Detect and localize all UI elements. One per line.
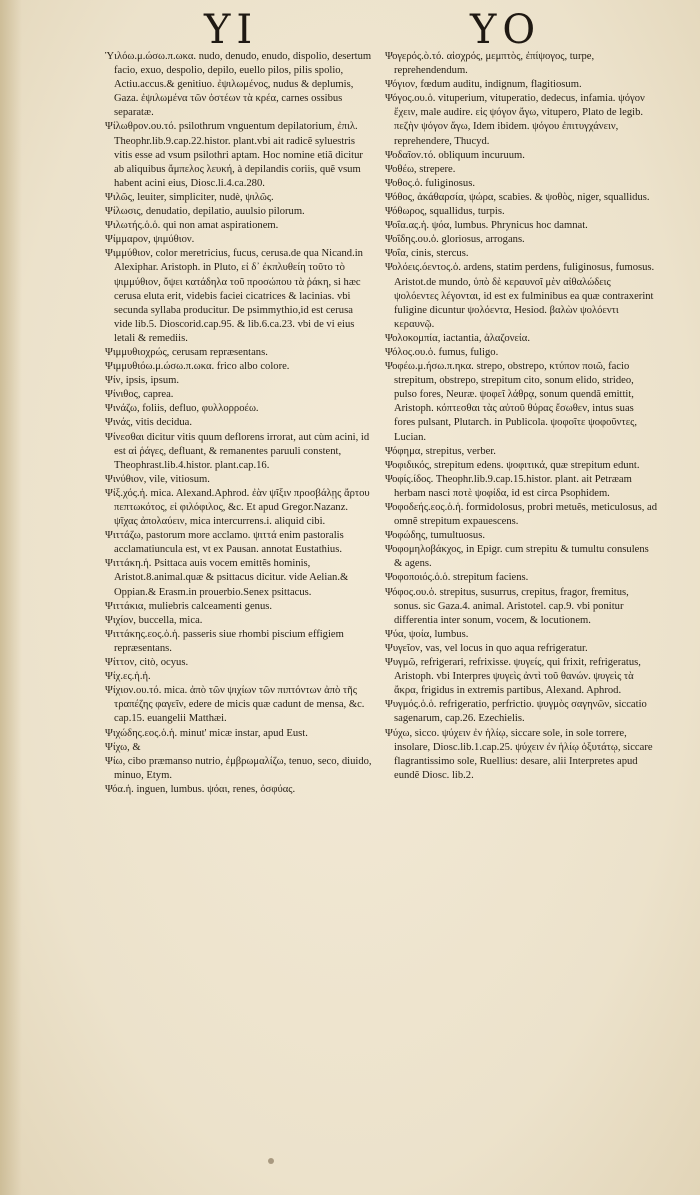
dictionary-entry: Ψιττάκη.ἡ. Psittaca auis vocem emittẽs hominis, Aristot.8.animal.quæ & psittacus dicitur. vide Aelian.& Oppian.& Erasm.in prouerbio.Senex psittacus. <box>105 558 349 598</box>
dictionary-entry: Ψόγιον, fœdum auditu, indignum, flagitiosum. <box>385 79 582 91</box>
dictionary-entry: Ψιλωτής.ὁ.ὁ. qui non amat aspirationem. <box>105 220 279 232</box>
dictionary-entry: Ψοΐα, cinis, stercus. <box>385 248 469 260</box>
dictionary-entry: Ψίμμαρον, ψιμύθιον. <box>105 234 195 246</box>
dictionary-entry: Ψόλος.ου.ὁ. fumus, fuligo. <box>385 346 499 358</box>
dictionary-entry: Ψιττάζω, pastorum more acclamo. ψιττά enim pastoralis acclamatiuncula est, vt ex Pausan. annotat Eustathius. <box>105 530 344 556</box>
dictionary-entry: Ψινάζω, foliis, defluo, φυλλορροέω. <box>105 403 259 415</box>
dictionary-entry: Ψοφοδεής.εος.ὁ.ἡ. formidolosus, probri metuẽs, meticulosus, ad omnẽ strepitum expauescens. <box>385 502 657 528</box>
dictionary-entry: Ψυγμῶ, refrigerari, refrixisse. ψυγείς, qui frixit, refrigeratus, Aristoph. vbi Interpres ψυγεὶς ἀντὶ τοῦ θανών. ψυγεὶς τὰ ἄκρα, frigidus in extremis partibus, Alexand. Aphrod. <box>385 657 641 697</box>
dictionary-entry: Ψόθωρος, squallidus, turpis. <box>385 206 505 218</box>
dictionary-entry: Ψύχω, sicco. ψύχειν ἐν ἡλίῳ, siccare sole, in sole torrere, insolare, Diosc.lib.1.cap.25. ψύχειν ἐν ἡλίῳ ὀξυτάτῳ, siccare flagrantissimo sole, Ruellius: desare, alii Interpretes apud eundẽ Diosc. lib.2. <box>385 727 653 781</box>
dictionary-entry: Ψοδαῖον.τό. obliquum incuruum. <box>385 149 525 161</box>
dictionary-entry: Ψυγμός.ὁ.ὁ. refrigeratio, perfrictio. ψυγμὸς σαγηνῶν, siccatio sagenarum, cap.26. Ezechielis. <box>385 699 647 725</box>
dictionary-entry: Ψίχ.ες.ἡ.ἡ. <box>105 671 151 683</box>
dictionary-entry: Ψιλῶς, leuiter, simpliciter, nudè, ψιλῶς. <box>105 191 274 203</box>
dictionary-entry: Ψιχίον, buccella, mica. <box>105 614 203 626</box>
dictionary-entry: Ὑιλόω.μ.ώσω.π.ωκα. nudo, denudo, enudo, dispolio, desertum facio, exuo, despolio, depilo, euello pilos, pilis spolio, Actiu.accus.& genitiuo. ἐψιλωμένος, nudus & deplumis, Gaza. ἐψιλωμένα τῶν ὀστέων τὰ κρέα, carnes ossibus separatæ. <box>105 51 372 119</box>
ink-speck <box>268 1158 274 1164</box>
right-column <box>385 50 657 783</box>
dictionary-entry: Ψίξ.χός.ἡ. mica. Alexand.Aphrod. ἐὰν ψῖξιν προσβάλῃς ἄρτου πεπτωκότος, εἰ φιλόφιλος, &c. Et apud Gregor.Nazanz. ψῖχας ἀπολαύειν, mica intercurrens.i. aliquid cibi. <box>105 487 370 528</box>
dictionary-entry: Ψινάς, vitis decidua. <box>105 417 192 429</box>
dictionary-entry: Ψοθέω, strepere. <box>385 163 456 175</box>
dictionary-entry: Ψίττον, citò, ocyus. <box>105 657 189 669</box>
left-column <box>105 50 373 797</box>
running-head-right: ΥΟ <box>470 7 542 53</box>
dictionary-entry: Ψοΐα.ας.ἡ. ψόα, lumbus. Phrynicus hoc damnat. <box>385 220 588 232</box>
dictionary-entry: Ψολόεις.όεντος.ὁ. ardens, statim perdens, fuliginosus, fumosus. Aristot.de mundo, ὑπὸ δὲ κεραυνοῖ μὲν αἰθαλώδεις ψολόεντες λέγονται, id est ex fulminibus ea quæ contraxerint fuligine dicuntur ψολόεντα, Hesiod. βαλὼν ψολόεντι κεραυνῷ. <box>385 262 655 330</box>
dictionary-entry: Ψολοκομπία, iactantia, ἀλαζονεία. <box>385 332 530 344</box>
dictionary-entry: Ψοΐδης.ου.ὁ. gloriosus, arrogans. <box>385 234 525 246</box>
dictionary-entry: Ψοφώδης, tumultuosus. <box>385 530 485 542</box>
dictionary-entry: Ψοθος.ὁ. fuliginosus. <box>385 177 475 189</box>
dictionary-entry: Ψόφημα, strepitus, verber. <box>385 445 496 457</box>
dictionary-entry: Ψίλωσις, denudatio, depilatio, auulsio pilorum. <box>105 206 305 218</box>
dictionary-entry: Ψοφίς.ίδος. Theophr.lib.9.cap.15.histor. plant. ait Petræam herbam nasci ποτὲ ψοφίδα, id est circa Psophidem. <box>385 473 632 499</box>
dictionary-entry: Ψιχώδης.εος.ὁ.ἡ. minut' micæ instar, apud Eust. <box>105 727 308 739</box>
dictionary-entry: Ψίλωθρον.ου.τό. psilothrum vnguentum depilatorium, ἐπιλ. Theophr.lib.9.cap.22.histor. plant.vbi ait radicẽ syluestris vitis esse ad vsum psilothri aptam. Hoc nomine etiã dicitur ab aliquibus ἄμπελος λευκή, à depilandis coriis, quẽ vsum habent acini eius, Diosc.li.4.ca.280. <box>105 121 363 189</box>
dictionary-entry: Ψόα.ἡ. inguen, lumbus. ψόαι, renes, ὀσφύας. <box>105 783 296 795</box>
dictionary-entry: Ψόφος.ου.ὁ. strepitus, susurrus, crepitus, fragor, fremitus, sonus. sic Gaza.4. animal. Aristotel. cap.9. vbi ponitur differentia inter sonum, vocem, & locutionem. <box>385 586 629 626</box>
dictionary-entry: Ψιμμύθιον, color meretricius, fucus, cerusa.de qua Nicand.in Alexiphar. Aristoph. in Pluto, εἰ δ᾽ ἐκπλυθείη τοῦτο τὸ ψιμμύθιον, ὄψει κατάδηλα τοῦ προσώπου τὰ ῥάκη, si hæc cerusa eluta erit, videbis faciei cicatrices & lacinias. vbi secunda syllaba producitur. De psimmythio,id est cerusa vide lib.5. Dioscorid.cap.95. & lib.6.ca.23. vbi de vi eius letali & remediis. <box>105 248 363 344</box>
page-gutter-shadow <box>0 0 22 1195</box>
dictionary-entry: Ψίχιον.ου.τό. mica. ἀπὸ τῶν ψιχίων τῶν πιπτόντων ἀπὸ τῆς τραπέζης φαγεῖν, edere de micis quæ cadunt de mensa, &c. cap.15. euangelii Matthæi. <box>105 685 365 725</box>
dictionary-entry: Ψόγος.ου.ὁ. vituperium, vituperatio, dedecus, infamia. ψόγον ἔχειν, male audire. εἰς ψόγον ἄγω, vitupero, Plato de legib. πεζὴν ψόγον ἄγω, Idem ibidem. ψόγου ἐπιτυγχάνειν, reprehendere, Thucyd. <box>385 93 645 147</box>
running-head-left: ΥΙ <box>204 7 259 53</box>
dictionary-entry: Ψίν, ipsis, ipsum. <box>105 375 180 387</box>
dictionary-entry: Ψιττάκης.εος.ὁ.ἡ. passeris siue rhombi piscium effigiem repræsentans. <box>105 628 344 654</box>
dictionary-entry: Ψινύθιον, vile, vitiosum. <box>105 473 210 485</box>
dictionary-entry: Ψοφομηλοβάκχος, in Epigr. cum strepitu & tumultu consulens & agens. <box>385 544 649 570</box>
dictionary-entry: Ψογερός.ὸ.τό. αἰσχρός, μεμπτὸς, ἐπίψογος, turpe, reprehendendum. <box>385 51 595 77</box>
dictionary-entry: Ψοφιδικός, strepitum edens. ψοφιτικά, quæ strepitum edunt. <box>385 459 640 471</box>
dictionary-entry: Ψοφέω.μ.ήσω.π.ηκα. strepo, obstrepo, κτύπον ποιῶ, facio strepitum, obstrepo, strepitum cito, sonum elido, strideo, pulso fores, Neuræ. ψοφεῖ λάθρᾳ, sonum quendã emittit, Aristoph. κόπτεσθαι τὰς αὐτοῦ θύρας ἔσωθεν, intus suas fores pulsant, Plutarch. in Publicola. ψοφοῖτε ψοφοῦντες, Lucian. <box>385 361 637 443</box>
dictionary-entry: Ψιμμυθιοχρώς, cerusam repræsentans. <box>105 346 268 358</box>
dictionary-entry: Ψυγεῖον, vas, vel locus in quo aqua refrigeratur. <box>385 642 588 654</box>
dictionary-entry: Ψιμμυθιόω.μ.ώσω.π.ωκα. frico albo colore. <box>105 361 290 373</box>
dictionary-entry: Ψοφοποιός.ὁ.ὁ. strepitum faciens. <box>385 572 529 584</box>
dictionary-entry: Ψίνεσθαι dicitur vitis quum deflorens irrorat, aut cùm acini, id est αἱ ῥάγες, defluant, & remanentes paruuli constent, Theophrast.lib.4.histor. plant.cap.16. <box>105 431 370 471</box>
dictionary-entry: Ψίω, cibo præmanso nutrio, ἐμβρωμαλίζω, tenuo, seco, diuido, minuo, Etym. <box>105 755 372 781</box>
dictionary-entry: Ψίχω, & <box>105 741 141 753</box>
dictionary-entry: Ψίνιθος, caprea. <box>105 389 174 401</box>
dictionary-entry: Ψόθος, ἀκάθαρσία, ψώρα, scabies. & ψοθὸς, niger, squallidus. <box>385 191 650 203</box>
dictionary-entry: Ψιττάκια, muliebris calceamenti genus. <box>105 600 273 612</box>
dictionary-entry: Ψύα, ψοία, lumbus. <box>385 628 469 640</box>
